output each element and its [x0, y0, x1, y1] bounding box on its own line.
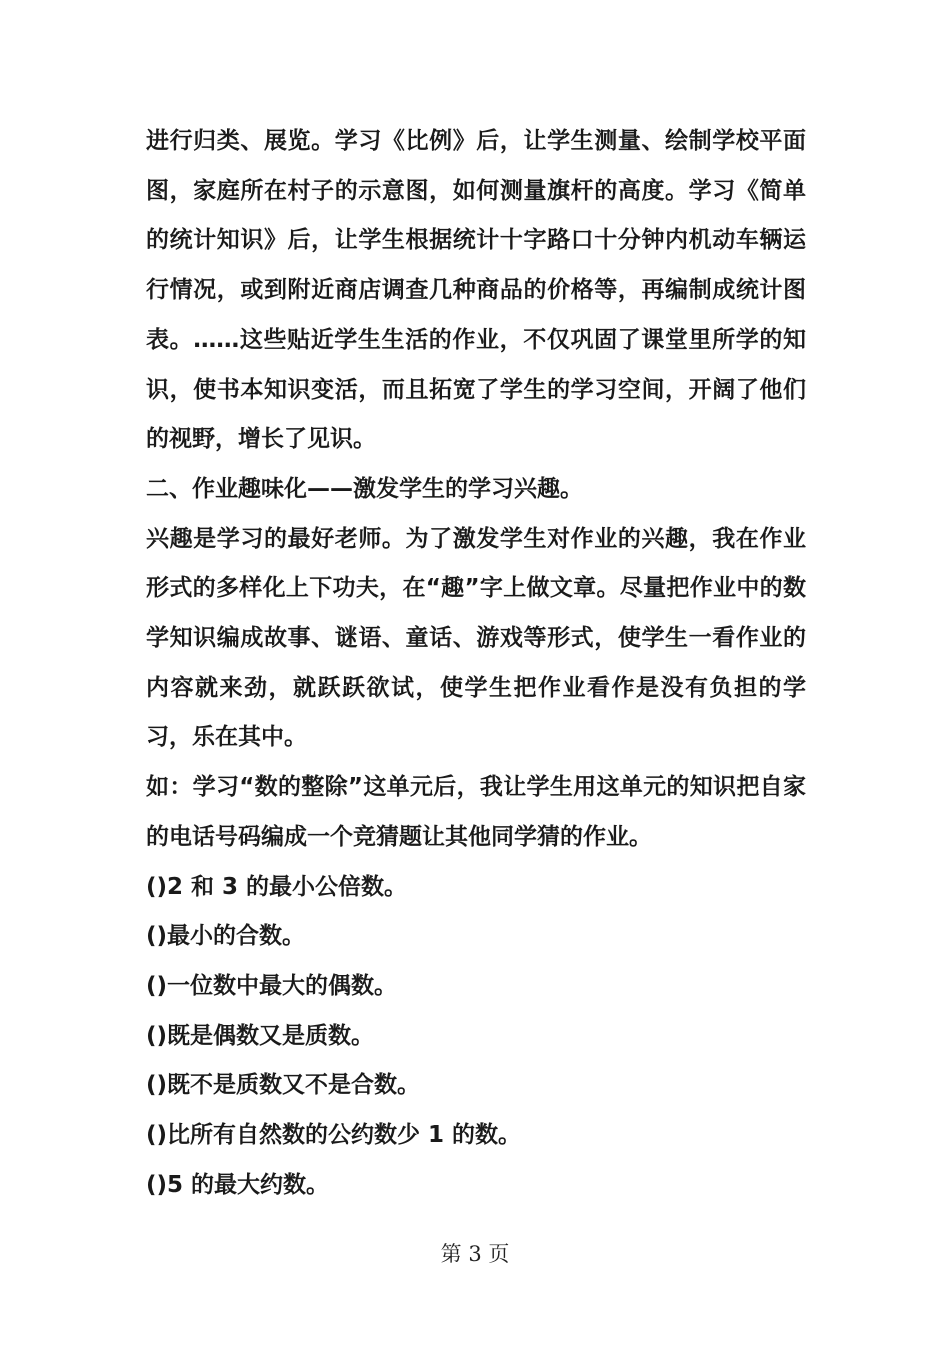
quiz-item: ()5 的最大约数。 — [146, 1171, 330, 1198]
page-number: 第 3 页 — [440, 1242, 510, 1266]
quiz-item: ()2 和 3 的最小公倍数。 — [146, 873, 408, 900]
quiz-item: ()一位数中最大的偶数。 — [146, 972, 398, 999]
paragraph-intro: 进行归类、展览。学习《比例》后，让学生测量、绘制学校平面图，家庭所在村子的示意图，如何测量旗杆的高度。学习《简单的统计知识》后，让学生根据统计十字路口十分钟内机动车辆运行情况，或到附近商店调查几种商品的价格等，再编制成统计图表。……这些贴近学生生活的作业，不仅巩固了课堂里所学的知识，使书本知识变活，而且拓宽了学生的学习空间，开阔了他们的视野，增长了见识。 — [146, 128, 806, 453]
paragraph-example: 如：学习“数的整除”这单元后，我让学生用这单元的知识把自家的电话号码编成一个竞猜题让其他同学猜的作业。 — [146, 774, 806, 850]
quiz-item: ()既是偶数又是质数。 — [146, 1022, 375, 1049]
document-body — [146, 117, 806, 1210]
quiz-item: ()比所有自然数的公约数少 1 的数。 — [146, 1122, 522, 1149]
paragraph-interest: 兴趣是学习的最好老师。为了激发学生对作业的兴趣，我在作业形式的多样化上下功夫，在“趣”字上做文章。尽量把作业中的数学知识编成故事、谜语、童话、游戏等形式，使学生一看作业的内容就来劲，就跃跃欲试，使学生把作业看作是没有负担的学习，乐在其中。 — [146, 525, 806, 751]
section-heading: 二、作业趣味化——激发学生的学习兴趣。 — [146, 475, 583, 502]
quiz-item: ()最小的合数。 — [146, 923, 306, 950]
quiz-item: ()既不是质数又不是合数。 — [146, 1072, 421, 1099]
